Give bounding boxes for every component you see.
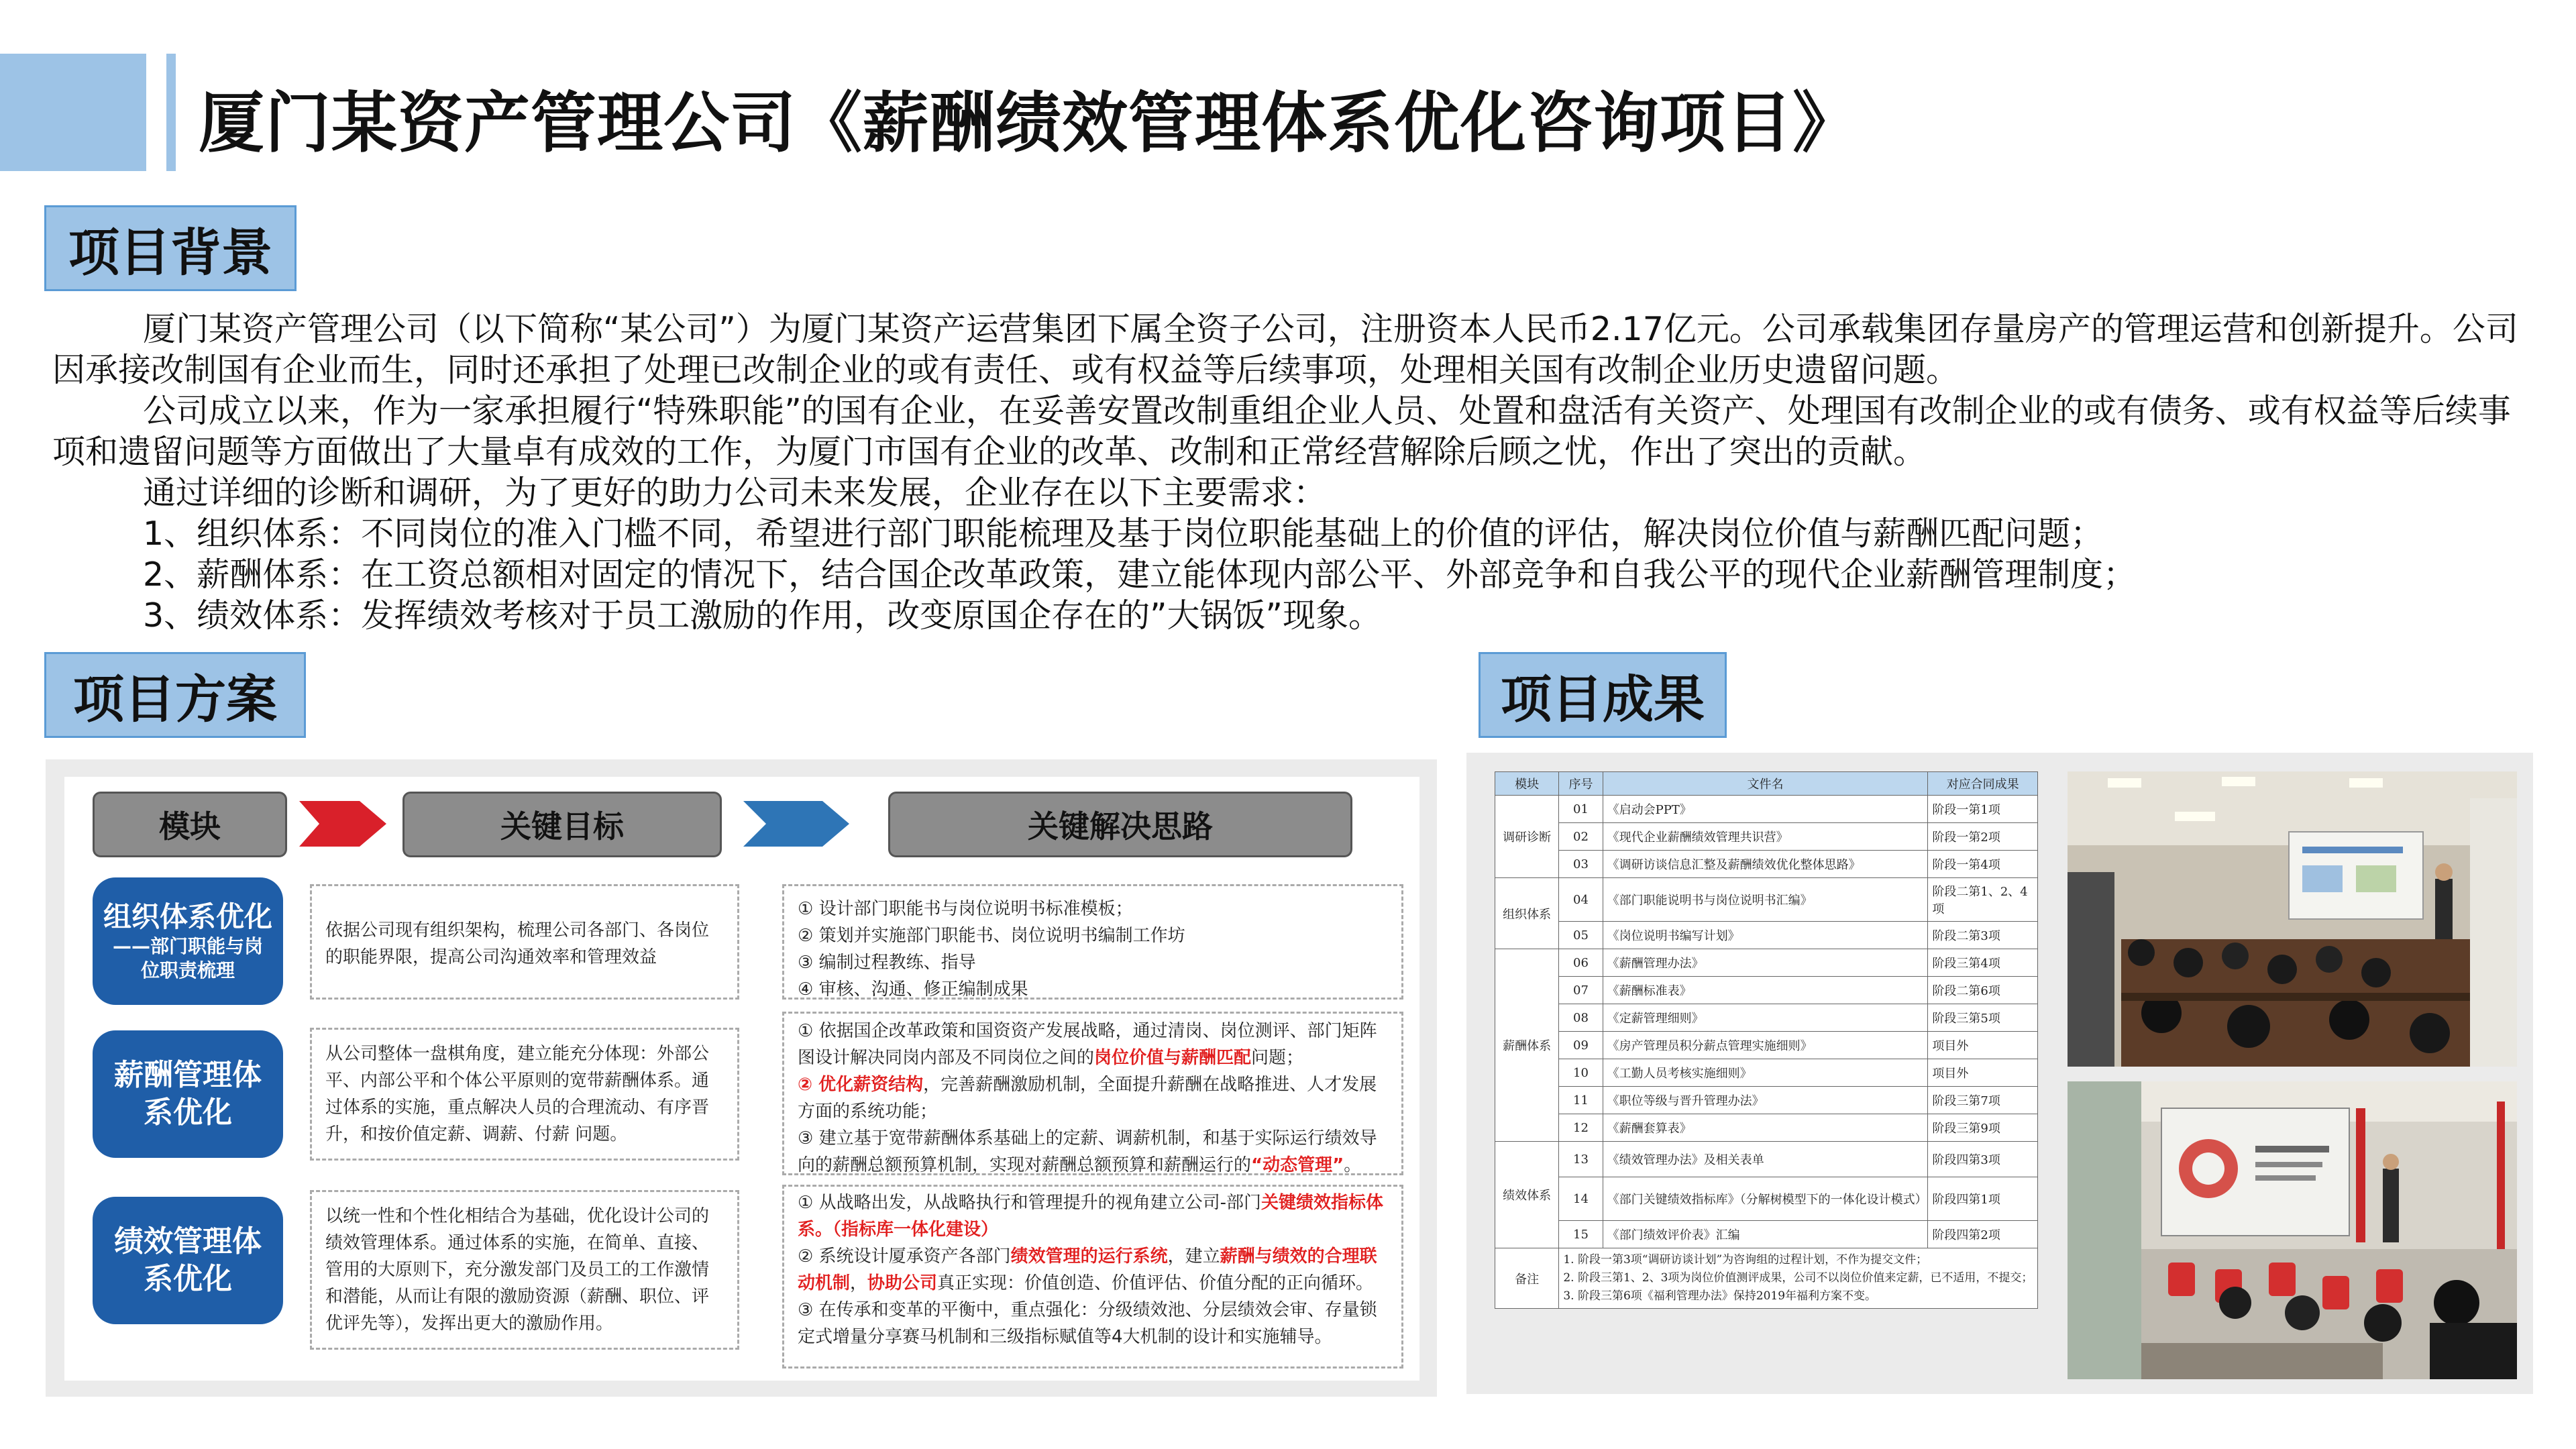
table-row	[1495, 823, 2038, 851]
seq-cell: 13	[1559, 1142, 1603, 1177]
goal-box	[310, 1028, 739, 1161]
contract-cell: 阶段三第7项	[1928, 1087, 2038, 1114]
table-row	[1495, 1142, 2038, 1177]
contract-cell: 阶段二第1、2、4项	[1928, 878, 2038, 922]
col-header: 模块	[1495, 772, 1559, 796]
table-row	[1495, 851, 2038, 878]
remark-line: 2. 阶段三第1、2、3项为岗位价值测评成果，公司不以岗位价值来定薪，已不适用，不提交；	[1563, 1271, 2033, 1285]
meeting-photo-1	[2068, 771, 2517, 1067]
remark-cell	[1559, 1248, 2038, 1309]
approach-box	[782, 884, 1403, 1000]
seq-cell: 01	[1559, 796, 1603, 823]
approach-item: ① 设计部门职能书与岗位说明书标准模板；	[798, 899, 1133, 919]
table-row	[1495, 922, 2038, 949]
contract-cell: 阶段二第3项	[1928, 922, 2038, 949]
table-row	[1495, 1177, 2038, 1221]
module-cell: 薪酬体系	[1495, 949, 1559, 1142]
table-row	[1495, 1059, 2038, 1087]
module-subtitle: ——部门职能与岗位职责梳理	[112, 935, 263, 981]
contract-cell: 项目外	[1928, 1059, 2038, 1087]
table-row	[1495, 796, 2038, 823]
file-cell: 《职位等级与晋升管理办法》	[1603, 1087, 1928, 1114]
file-cell: 《现代企业薪酬绩效管理共识营》	[1603, 823, 1928, 851]
requirement-item: 1、组织体系：不同岗位的准入门槛不同，希望进行部门职能梳理及基于岗位职能基础上的价值的评估，解决岗位价值与薪酬匹配问题；	[143, 515, 2104, 553]
seq-cell: 05	[1559, 922, 1603, 949]
table-row	[1495, 977, 2038, 1004]
table-row	[1495, 878, 2038, 922]
contract-cell: 阶段四第2项	[1928, 1221, 2038, 1248]
file-cell: 《薪酬标准表》	[1603, 977, 1928, 1004]
remark-line: 1. 阶段一第3项“调研访谈计划”为咨询组的过程计划，不作为提交文件；	[1563, 1253, 1928, 1267]
file-cell: 《部门关键绩效指标库》（分解树模型下的一体化设计模式）	[1603, 1177, 1928, 1221]
background-text	[52, 309, 2534, 636]
header-approach: 关键解决思路	[888, 792, 1352, 857]
approach-item: ② 策划并实施部门职能书、岗位说明书编制工作坊	[798, 926, 1185, 946]
module-title: 薪酬管理体系优化	[114, 1058, 262, 1130]
requirement-item: 3、绩效体系：发挥绩效考核对于员工激励的作用，改变原国企存在的”大锅饭”现象。	[143, 596, 1381, 635]
approach-item: ② 优化薪资结构，完善薪酬激励机制，全面提升薪酬在战略推进、人才发展方面的系统功能；	[798, 1075, 1377, 1122]
module-title: 绩效管理体系优化	[114, 1224, 262, 1296]
module-cell: 绩效体系	[1495, 1142, 1559, 1248]
seq-cell: 14	[1559, 1177, 1603, 1221]
goal-box	[310, 884, 739, 1000]
section-tag-background: 项目背景	[44, 205, 297, 291]
col-header: 序号	[1559, 772, 1603, 796]
background-paragraph: 厦门某资产管理公司（以下简称“某公司”）为厦门某资产运营集团下属全资子公司，注册资本人民币2.17亿元。公司承载集团存量房产的管理运营和创新提升。公司因承接改制国有企业而生，同时还承担了处理已改制企业的或有责任、或有权益等后续事项，处理相关国有改制企业历史遗留问题。	[52, 310, 2518, 389]
contract-cell: 项目外	[1928, 1032, 2038, 1059]
approach-item: ② 系统设计厦承资产各部门绩效管理的运行系统，建立薪酬与绩效的合理联动机制，协助公司真正实现：价值创造、价值评估、价值分配的正向循环。	[798, 1246, 1377, 1293]
contract-cell: 阶段一第4项	[1928, 851, 2038, 878]
approach-item: ③ 建立基于宽带薪酬体系基础上的定薪、调薪机制，和基于实际运行绩效导向的薪酬总额预算机制，实现对薪酬总额预算和薪酬运行的“动态管理”。	[798, 1128, 1377, 1175]
seq-cell: 08	[1559, 1004, 1603, 1032]
file-cell: 《薪酬管理办法》	[1603, 949, 1928, 977]
meeting-photo-2	[2068, 1081, 2517, 1379]
seq-cell: 15	[1559, 1221, 1603, 1248]
table-row	[1495, 949, 2038, 977]
table-row	[1495, 1004, 2038, 1032]
seq-cell: 06	[1559, 949, 1603, 977]
contract-cell: 阶段四第1项	[1928, 1177, 2038, 1221]
contract-cell: 阶段二第6项	[1928, 977, 2038, 1004]
approach-item: ④ 审核、沟通、修正编制成果	[798, 979, 1028, 1000]
table-header-row	[1495, 772, 2038, 796]
background-paragraph: 公司成立以来，作为一家承担履行“特殊职能”的国有企业，在妥善安置改制重组企业人员、处置和盘活有关资产、处理国有改制企业的或有债务、或有权益等后续事项和遗留问题等方面做出了大量卓有成效的工作，为厦门市国有企业的改革、改制和正常经营解除后顾之忧，作出了突出的贡献。	[52, 392, 2511, 471]
table-row	[1495, 1114, 2038, 1142]
col-header: 文件名	[1603, 772, 1928, 796]
module-cell: 组织体系	[1495, 878, 1559, 949]
section-tag-scheme: 项目方案	[44, 652, 306, 738]
title-accent-block	[0, 54, 146, 171]
remark-label: 备注	[1495, 1248, 1559, 1309]
goal-text: 从公司整体一盘棋角度，建立能充分体现：外部公平、内部公平和个体公平原则的宽带薪酬体系。通过体系的实施，重点解决人员的合理流动、有序晋升，和按价值定薪、调薪、付薪 问题。	[325, 1044, 710, 1144]
header-module: 模块	[93, 792, 287, 857]
header-goal: 关键目标	[402, 792, 722, 857]
remark-line: 3. 阶段三第6项《福利管理办法》保持2019年福利方案不变。	[1563, 1289, 1877, 1303]
module-perf	[93, 1197, 283, 1324]
goal-text: 以统一性和个性化相结合为基础，优化设计公司的绩效管理体系。通过体系的实施，在简单、直接、管用的大原则下，充分激发部门及员工的工作激情和潜能，从而让有限的激励资源（薪酬、职位、评优评先等），发挥出更大的激励作用。	[325, 1206, 710, 1334]
module-title: 组织体系优化	[103, 900, 272, 933]
file-cell: 《启动会PPT》	[1603, 796, 1928, 823]
approach-item: ③ 编制过程教练、指导	[798, 953, 976, 973]
approach-item: ① 从战略出发，从战略执行和管理提升的视角建立公司-部门关键绩效指标体系。（指标库一体化建设）	[798, 1193, 1383, 1240]
title-accent-bar	[166, 54, 176, 171]
file-cell: 《房产管理员积分薪点管理实施细则》	[1603, 1032, 1928, 1059]
requirement-item: 2、薪酬体系：在工资总额相对固定的情况下，结合国企改革政策，建立能体现内部公平、外部竞争和自我公平的现代企业薪酬管理制度；	[143, 555, 2137, 594]
background-paragraph: 通过详细的诊断和调研，为了更好的助力公司未来发展，企业存在以下主要需求：	[143, 474, 1327, 512]
section-tag-result: 项目成果	[1479, 652, 1727, 738]
file-cell: 《部门职能说明书与岗位说明书汇编》	[1603, 878, 1928, 922]
results-table	[1495, 771, 2038, 1309]
approach-item: ① 依据国企改革政策和国资资产发展战略，通过清岗、岗位测评、部门矩阵图设计解决同岗内部及不同岗位之间的岗位价值与薪酬匹配问题；	[798, 1021, 1377, 1068]
file-cell: 《部门绩效评价表》汇编	[1603, 1221, 1928, 1248]
file-cell: 《薪酬套算表》	[1603, 1114, 1928, 1142]
seq-cell: 11	[1559, 1087, 1603, 1114]
goal-box	[310, 1190, 739, 1350]
table-row	[1495, 1032, 2038, 1059]
col-header: 对应合同成果	[1928, 772, 2038, 796]
red-arrow-icon	[299, 798, 388, 849]
module-org	[93, 877, 283, 1005]
approach-box	[782, 1185, 1403, 1368]
file-cell: 《绩效管理办法》及相关表单	[1603, 1142, 1928, 1177]
contract-cell: 阶段三第5项	[1928, 1004, 2038, 1032]
approach-box	[782, 1012, 1403, 1175]
contract-cell: 阶段四第3项	[1928, 1142, 2038, 1177]
approach-item: ③ 在传承和变革的平衡中，重点强化：分级绩效池、分层绩效会审、存量锁定式增量分享赛马机制和三级指标赋值等4大机制的设计和实施辅导。	[798, 1300, 1377, 1347]
table-row	[1495, 1221, 2038, 1248]
page-title: 厦门某资产管理公司《薪酬绩效管理体系优化咨询项目》	[199, 85, 1860, 162]
seq-cell: 09	[1559, 1032, 1603, 1059]
table-row	[1495, 1087, 2038, 1114]
blue-arrow-icon	[743, 798, 851, 849]
contract-cell: 阶段三第9项	[1928, 1114, 2038, 1142]
file-cell: 《定薪管理细则》	[1603, 1004, 1928, 1032]
seq-cell: 12	[1559, 1114, 1603, 1142]
seq-cell: 07	[1559, 977, 1603, 1004]
module-pay	[93, 1030, 283, 1158]
module-cell: 调研诊断	[1495, 796, 1559, 878]
goal-text: 依据公司现有组织架构，梳理公司各部门、各岗位的职能界限，提高公司沟通效率和管理效益	[325, 920, 710, 967]
remark-row	[1495, 1248, 2038, 1309]
contract-cell: 阶段一第2项	[1928, 823, 2038, 851]
file-cell: 《调研访谈信息汇整及薪酬绩效优化整体思路》	[1603, 851, 1928, 878]
file-cell: 《工勤人员考核实施细则》	[1603, 1059, 1928, 1087]
seq-cell: 10	[1559, 1059, 1603, 1087]
seq-cell: 03	[1559, 851, 1603, 878]
seq-cell: 02	[1559, 823, 1603, 851]
contract-cell: 阶段一第1项	[1928, 796, 2038, 823]
seq-cell: 04	[1559, 878, 1603, 922]
contract-cell: 阶段三第4项	[1928, 949, 2038, 977]
file-cell: 《岗位说明书编写计划》	[1603, 922, 1928, 949]
